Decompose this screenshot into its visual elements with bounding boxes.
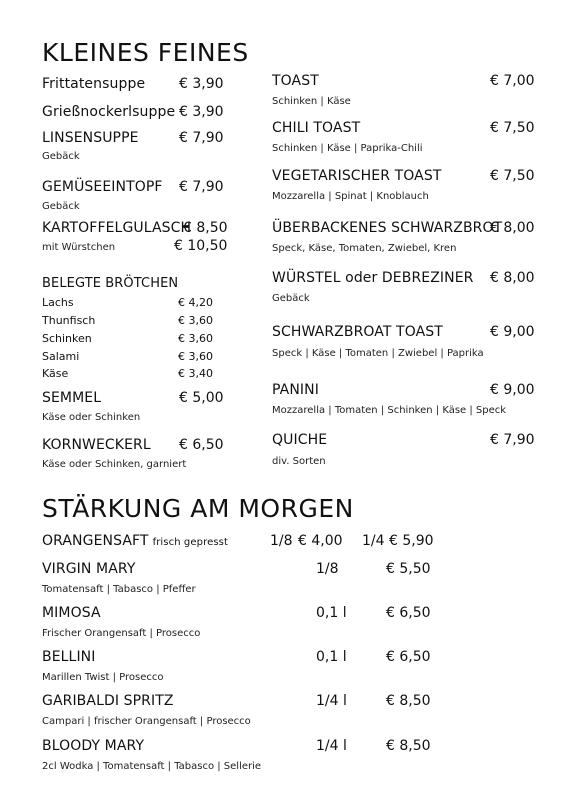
sandwich-name: Lachs (42, 296, 74, 309)
menu-item-name: SEMMEL (42, 390, 102, 406)
menu-item-price: € 7,90 (490, 432, 535, 448)
sandwich-name: Salami (42, 350, 80, 363)
drink-description: Campari | frischer Orangensaft | Prosecco (42, 716, 251, 727)
sandwich-price: € 3,40 (178, 367, 213, 380)
menu-item-price: € 7,90 (179, 130, 224, 146)
menu-item-name: PANINI (272, 382, 319, 398)
menu-item-price: € 3,90 (179, 104, 224, 120)
menu-item-description: Käse oder Schinken (42, 412, 141, 423)
drink-note: frisch gepresst (152, 537, 228, 548)
menu-item-name: ÜBERBACKENES SCHWARZBROT (272, 220, 503, 236)
drink-price: € 5,90 (389, 533, 434, 549)
drink-name: VIRGIN MARY (42, 561, 136, 577)
drink-price: € 6,50 (386, 605, 431, 621)
drink-size: 1/4 (362, 533, 385, 549)
menu-item-name: Frittatensuppe (42, 76, 146, 92)
menu-item-name: KARTOFFELGULASCH (42, 220, 192, 236)
section-title-kleines-feines: KLEINES FEINES (42, 38, 249, 67)
drink-price: € 8,50 (386, 693, 431, 709)
drink-description: 2cl Wodka | Tomatensaft | Tabasco | Sellerie (42, 761, 262, 772)
menu-item-price: € 6,50 (179, 437, 224, 453)
menu-item-description: Schinken | Käse | Paprika-Chili (272, 143, 423, 154)
menu-item-name: TOAST (272, 73, 319, 89)
drink-name: GARIBALDI SPRITZ (42, 693, 174, 709)
subsection-title-belegte-broetchen: BELEGTE BRÖTCHEN (42, 276, 179, 291)
menu-item-description: Speck | Käse | Tomaten | Zwiebel | Paprika (272, 348, 484, 359)
menu-item-price: € 7,00 (490, 73, 535, 89)
drink-name-text: ORANGENSAFT (42, 533, 149, 549)
drink-description: Tomatensaft | Tabasco | Pfeffer (42, 584, 196, 595)
menu-item-price: € 8,50 (183, 220, 228, 236)
drink-price: € 6,50 (386, 649, 431, 665)
drink-name: BELLINI (42, 649, 96, 665)
menu-item-description: Mozzarella | Spinat | Knoblauch (272, 191, 429, 202)
menu-item-price: € 7,90 (179, 179, 224, 195)
sandwich-price: € 3,60 (178, 350, 213, 363)
drink-price: € 5,50 (386, 561, 431, 577)
drink-size: 1/8 (270, 533, 293, 549)
menu-item-name: WÜRSTEL oder DEBREZINER (272, 270, 474, 286)
menu-item-name: LINSENSUPPE (42, 130, 139, 146)
menu-item-description: mit Würstchen (42, 242, 116, 253)
menu-item-name: Grießnockerlsuppe (42, 104, 176, 120)
menu-item-name: SCHWARZBROAT TOAST (272, 324, 443, 340)
menu-item-description: Mozzarella | Tomaten | Schinken | Käse | Speck (272, 405, 507, 416)
menu-item-price: € 8,00 (490, 220, 535, 236)
menu-item-price: € 9,00 (490, 382, 535, 398)
menu-item-name: VEGETARISCHER TOAST (272, 168, 442, 184)
menu-item-description: Gebäck (42, 201, 80, 212)
menu-item-description: Gebäck (42, 151, 80, 162)
menu-item-name: CHILI TOAST (272, 120, 361, 136)
drink-name: BLOODY MARY (42, 738, 145, 754)
menu-item-price: € 7,50 (490, 120, 535, 136)
menu-item-name: KORNWECKERL (42, 437, 151, 453)
drink-price: € 4,00 (298, 533, 343, 549)
sandwich-price: € 3,60 (178, 332, 213, 345)
drink-description: Frischer Orangensaft | Prosecco (42, 628, 201, 639)
drink-size: 1/4 l (316, 693, 347, 709)
drink-size: 1/8 (316, 561, 339, 577)
menu-item-price: € 8,00 (490, 270, 535, 286)
sandwich-price: € 4,20 (178, 296, 213, 309)
drink-name (42, 533, 228, 549)
drink-size: 0,1 l (316, 605, 347, 621)
drink-size: 0,1 l (316, 649, 347, 665)
menu-item-description: Käse oder Schinken, garniert (42, 459, 187, 470)
menu-item-name: QUICHE (272, 432, 328, 448)
menu-item-price: € 5,00 (179, 390, 224, 406)
sandwich-name: Käse (42, 367, 69, 380)
menu-item-description: div. Sorten (272, 456, 326, 467)
sandwich-price: € 3,60 (178, 314, 213, 327)
menu-item-price: € 7,50 (490, 168, 535, 184)
menu-item-description: Schinken | Käse (272, 96, 351, 107)
menu-item-price: € 3,90 (179, 76, 224, 92)
drink-name: MIMOSA (42, 605, 101, 621)
menu-item-name: GEMÜSEEINTOPF (42, 179, 163, 195)
menu-item-description: Speck, Käse, Tomaten, Zwiebel, Kren (272, 243, 457, 254)
drink-price: € 8,50 (386, 738, 431, 754)
section-title-staerkung-am-morgen: STÄRKUNG AM MORGEN (42, 494, 354, 523)
menu-item-description: Gebäck (272, 293, 310, 304)
menu-item-price: € 9,00 (490, 324, 535, 340)
menu-item-sub-price: € 10,50 (174, 238, 228, 254)
sandwich-name: Thunfisch (42, 314, 96, 327)
drink-description: Marillen Twist | Prosecco (42, 672, 164, 683)
sandwich-name: Schinken (42, 332, 92, 345)
drink-size: 1/4 l (316, 738, 347, 754)
